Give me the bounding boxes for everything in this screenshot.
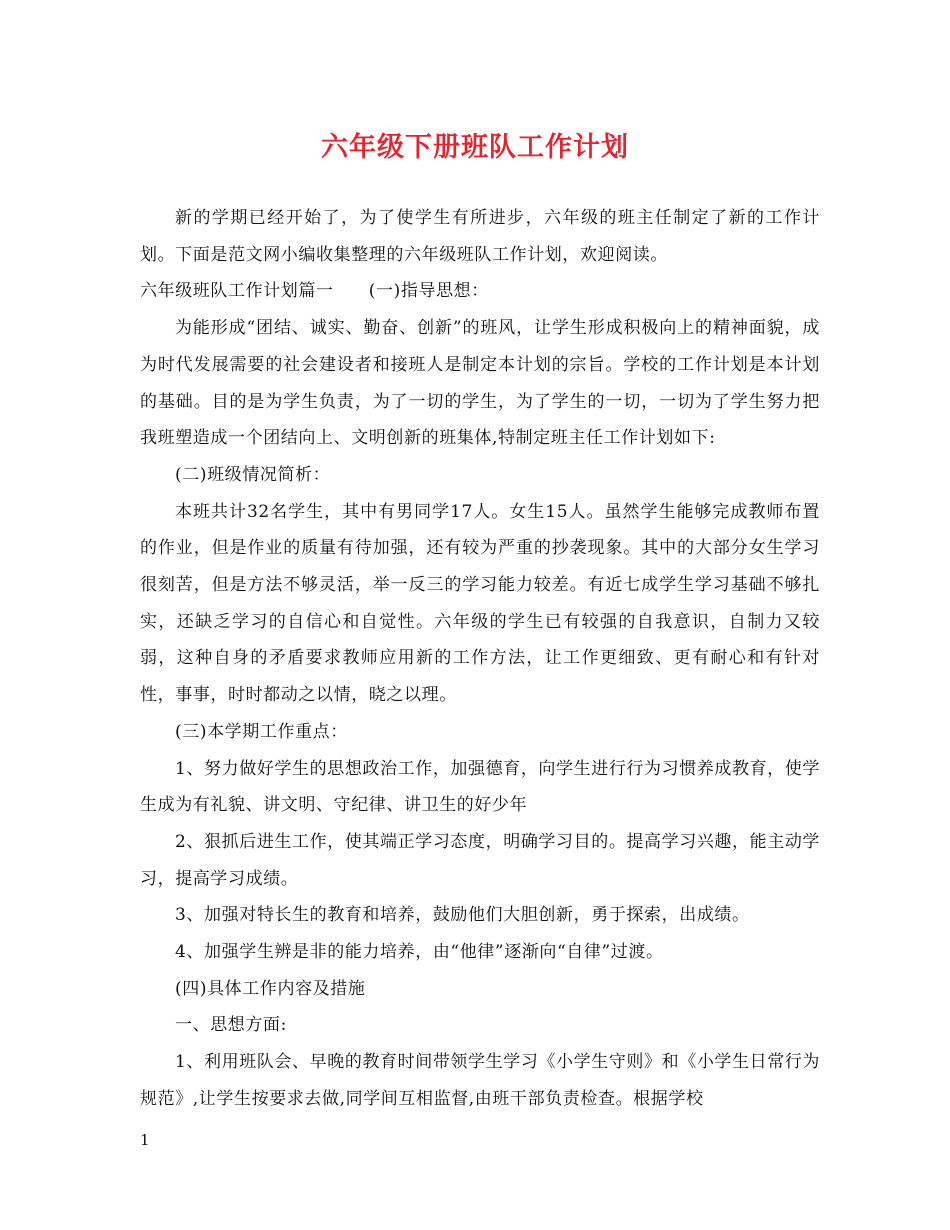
paragraph-focus-item-1: 1、努力做好学生的思想政治工作，加强德育，向学生进行行为习惯养成教育，使学生成为有礼貌、讲文明、守纪律、讲卫生的好少年 bbox=[140, 758, 821, 816]
paragraph-measures-heading: (四)具体工作内容及措施 bbox=[175, 978, 366, 999]
paragraph-class-analysis: 本班共计32名学生，其中有男同学17人。女生15人。虽然学生能够完成教师布置的作业，但是作业的质量有待加强，还有较为严重的抄袭现象。其中的大部分女生学习很刻苦，但是方法不够灵活，举一反三的学习能力较差。有近七成学生学习基础不够扎实，还缺乏学习的自信心和自觉性。六年级的学生已有较强的自我意识，自制力又较弱，这种自身的矛盾要求教师应用新的工作方法，让工作更细致、更有耐心和有针对性，事事，时时都动之以情，晓之以理。 bbox=[140, 501, 820, 706]
paragraph-focus-item-3: 3、加强对特长生的教育和培养，鼓励他们大胆创新，勇于探索，出成绩。 bbox=[175, 905, 750, 926]
paragraph-focus-item-2: 2、狠抓后进生工作，使其端正学习态度，明确学习目的。提高学习兴趣，能主动学习，提高学习成绩。 bbox=[140, 831, 821, 889]
paragraph-thought-item-1: 1、利用班队会、早晚的教育时间带领学生学习《小学生守则》和《小学生日常行为规范》,让学生按要求去做,同学间互相监督,由班干部负责检查。根据学校 bbox=[140, 1052, 821, 1109]
document-title: 六年级下册班队工作计划 bbox=[321, 132, 629, 163]
paragraph-focus-item-4: 4、加强学生辨是非的能力培养，由“他律”逐渐向“自律”过渡。 bbox=[175, 942, 664, 963]
paragraph-thought-heading: 一、思想方面: bbox=[175, 1015, 287, 1036]
document-body bbox=[140, 200, 820, 1118]
paragraph-guiding-thought: 为能形成“团结、诚实、勤奋、创新”的班风，让学生形成积极向上的精神面貌，成为时代发展需要的社会建设者和接班人是制定本计划的宗旨。学校的工作计划是本计划的基础。目的是为学生负责，为了一切的学生，为了学生的一切，一切为了学生努力把我班塑造成一个团结向上、文明创新的班集体,特制定班主任工作计划如下: bbox=[140, 318, 820, 449]
paragraph-section-heading: 六年级班队工作计划篇一 (一)指导思想： bbox=[140, 281, 489, 302]
paragraph-intro: 新的学期已经开始了，为了使学生有所进步，六年级的班主任制定了新的工作计划。下面是范文网小编收集整理的六年级班队工作计划，欢迎阅读。 bbox=[140, 208, 820, 265]
page-number: 1 bbox=[140, 1131, 150, 1149]
paragraph-focus-heading: (三)本学期工作重点： bbox=[175, 721, 348, 742]
paragraph-class-analysis-heading: (二)班级情况简析： bbox=[175, 464, 331, 485]
